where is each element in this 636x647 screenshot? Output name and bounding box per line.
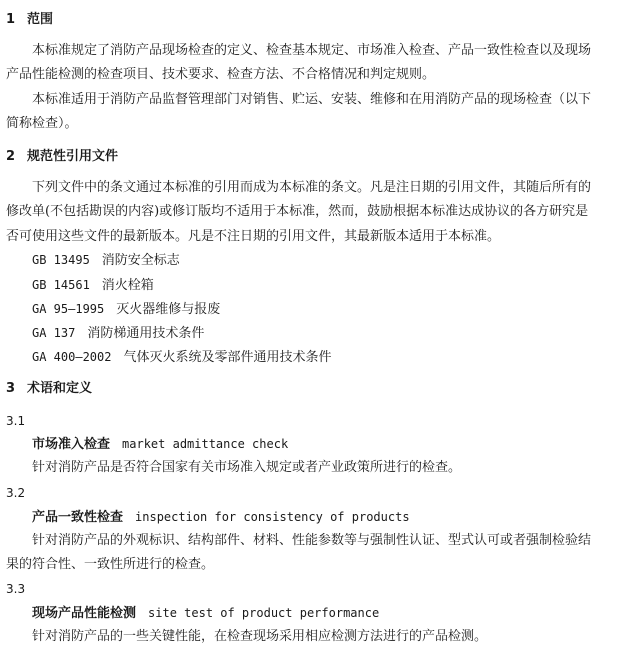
term-chinese: 现场产品性能检测 [32, 606, 137, 621]
reference-item [32, 277, 154, 294]
term-heading [32, 605, 379, 622]
reference-title: 消火栓箱 [101, 278, 154, 293]
section-3-number: 3 [6, 381, 16, 396]
term-number: 3.1 [6, 414, 26, 428]
reference-title: 灭火器维修与报废 [116, 302, 221, 317]
reference-code: GB 13495 [32, 253, 90, 267]
section-2-para-line-1: 下列文件中的条文通过本标准的引用而成为本标准的条文。凡是注日期的引用文件，其随后所有的 [32, 180, 592, 195]
section-1-number: 1 [6, 12, 16, 27]
section-3-title: 术语和定义 [27, 381, 93, 396]
reference-code: GA 137 [32, 326, 76, 340]
term-definition-line-1: 针对消防产品的外观标识、结构部件、材料、性能参数等与强制性认证、型式认可或者强制检验结 [32, 533, 592, 548]
term-chinese: 产品一致性检查 [32, 510, 124, 525]
section-1-para-1-line-2: 产品性能检测的检查项目、技术要求、检查方法、不合格情况和判定规则。 [6, 67, 436, 82]
section-1-heading [6, 12, 53, 28]
section-2-para-line-2: 修改单(不包括勘误的内容)或修订版均不适用于本标准，然而，鼓励根据本标准达成协议的各方研究是 [6, 204, 589, 219]
section-1-para-2-line-2: 简称检查）。 [6, 116, 78, 131]
term-chinese: 市场准入检查 [32, 437, 111, 452]
reference-item [32, 301, 220, 318]
term-definition-line-1: 针对消防产品是否符合国家有关市场准入规定或者产业政策所进行的检查。 [32, 460, 462, 475]
term-heading [32, 509, 410, 526]
section-2-number: 2 [6, 149, 16, 164]
section-3-heading [6, 381, 92, 397]
reference-code: GA 95—1995 [32, 302, 105, 316]
reference-code: GA 400—2002 [32, 350, 112, 364]
reference-title: 消防安全标志 [101, 253, 180, 268]
reference-item [32, 349, 332, 366]
term-definition-line-2: 果的符合性、一致性所进行的检查。 [6, 557, 215, 572]
section-2-heading [6, 149, 118, 165]
term-english: site test of product performance [148, 606, 380, 620]
term-heading [32, 436, 288, 453]
section-1-title: 范围 [27, 12, 54, 27]
reference-item [32, 252, 180, 269]
term-number: 3.3 [6, 582, 26, 596]
term-definition-line-1: 针对消防产品的一些关键性能，在检查现场采用相应检测方法进行的产品检测。 [32, 629, 488, 644]
term-english: market admittance check [122, 437, 289, 451]
term-number: 3.2 [6, 486, 26, 500]
reference-code: GB 14561 [32, 278, 90, 292]
reference-title: 消防梯通用技术条件 [87, 326, 205, 341]
section-1-para-1-line-1: 本标准规定了消防产品现场检查的定义、检查基本规定、市场准入检查、产品一致性检查以及现场 [32, 43, 592, 58]
term-english: inspection for consistency of products [135, 510, 410, 524]
section-1-para-2-line-1: 本标准适用于消防产品监督管理部门对销售、贮运、安装、维修和在用消防产品的现场检查（以下 [32, 92, 592, 107]
reference-title: 气体灭火系统及零部件通用技术条件 [123, 350, 332, 365]
section-2-para-line-3: 否可使用这些文件的最新版本。凡是不注日期的引用文件，其最新版本适用于本标准。 [6, 229, 501, 244]
reference-item [32, 325, 204, 342]
section-2-title: 规范性引用文件 [27, 149, 119, 164]
